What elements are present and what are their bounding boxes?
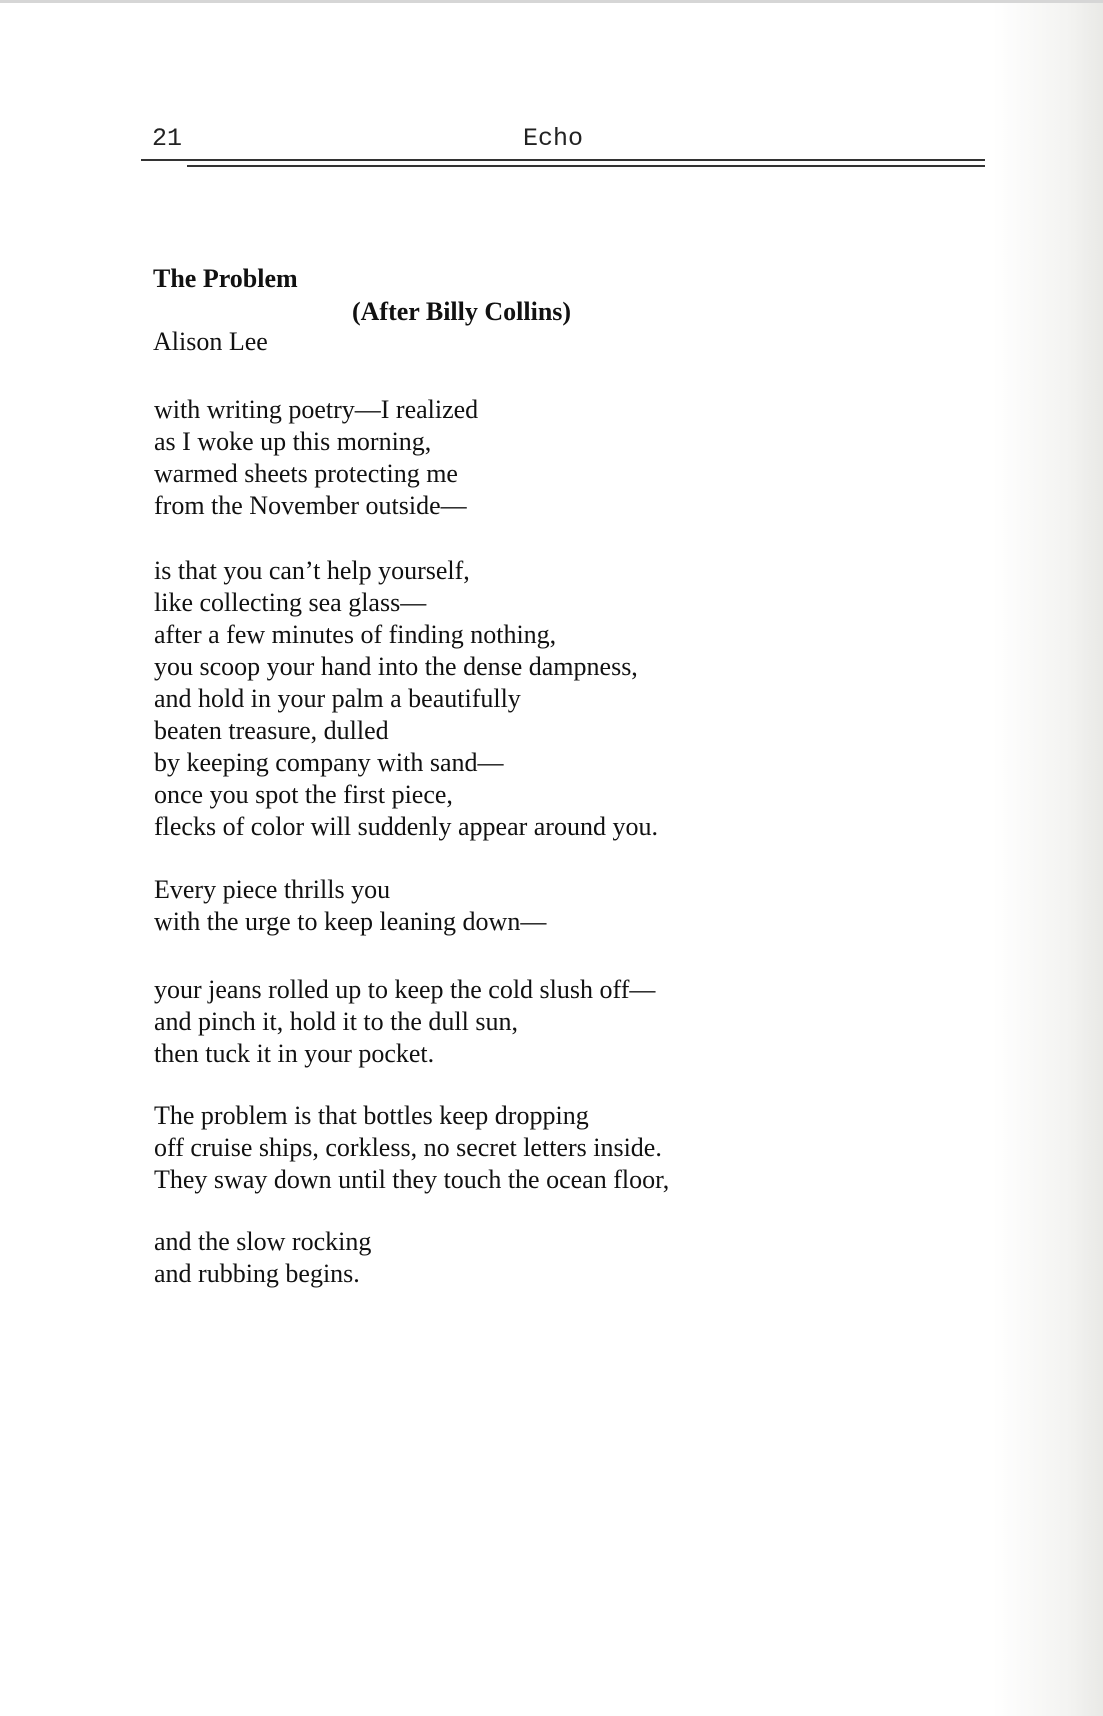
poem-line: flecks of color will suddenly appear around you.: [154, 812, 658, 841]
journal-title: Echo: [523, 124, 584, 153]
poem-line: as I woke up this morning,: [154, 427, 432, 456]
poem-line: from the November outside—: [154, 491, 467, 520]
stanza-4: [154, 974, 655, 1070]
poem-line: The problem is that bottles keep dropping: [154, 1101, 589, 1130]
stanza-3: [154, 874, 546, 938]
poem-line: you scoop your hand into the dense dampness,: [154, 652, 638, 681]
poem-line: after a few minutes of finding nothing,: [154, 620, 557, 649]
poem-line: then tuck it in your pocket.: [154, 1039, 435, 1068]
poem-line: once you spot the first piece,: [154, 780, 453, 809]
poem-line: off cruise ships, corkless, no secret letters inside.: [154, 1133, 662, 1162]
poem-line: and the slow rocking: [154, 1227, 372, 1256]
poem-line: and pinch it, hold it to the dull sun,: [154, 1007, 518, 1036]
poem-line: your jeans rolled up to keep the cold slush off—: [154, 975, 656, 1004]
header-rule-top: [141, 159, 985, 161]
poem-line: like collecting sea glass—: [154, 588, 427, 617]
poem-line: Every piece thrills you: [154, 875, 391, 904]
page-number: 21: [152, 124, 183, 153]
poem-line: with the urge to keep leaning down—: [154, 907, 547, 936]
poem-dedication: (After Billy Collins): [352, 297, 572, 326]
header-rule-bottom: [187, 165, 985, 167]
stanza-5: [154, 1100, 669, 1196]
poem-line: and hold in your palm a beautifully: [154, 684, 521, 713]
stanza-2: [154, 555, 658, 843]
stanza-6: [154, 1226, 371, 1290]
poem-author: Alison Lee: [153, 327, 268, 356]
poem-line: is that you can’t help yourself,: [154, 556, 470, 585]
poem-line: by keeping company with sand—: [154, 748, 504, 777]
poem-line: They sway down until they touch the ocean floor,: [154, 1165, 670, 1194]
stanza-1: [154, 394, 478, 522]
poem-line: beaten treasure, dulled: [154, 716, 389, 745]
poem-title: The Problem: [153, 264, 298, 293]
running-header: [140, 122, 985, 152]
poem-line: warmed sheets protecting me: [154, 459, 458, 488]
page-top-edge: [0, 0, 1103, 3]
poem-line: with writing poetry—I realized: [154, 395, 479, 424]
poem-line: and rubbing begins.: [154, 1259, 360, 1288]
